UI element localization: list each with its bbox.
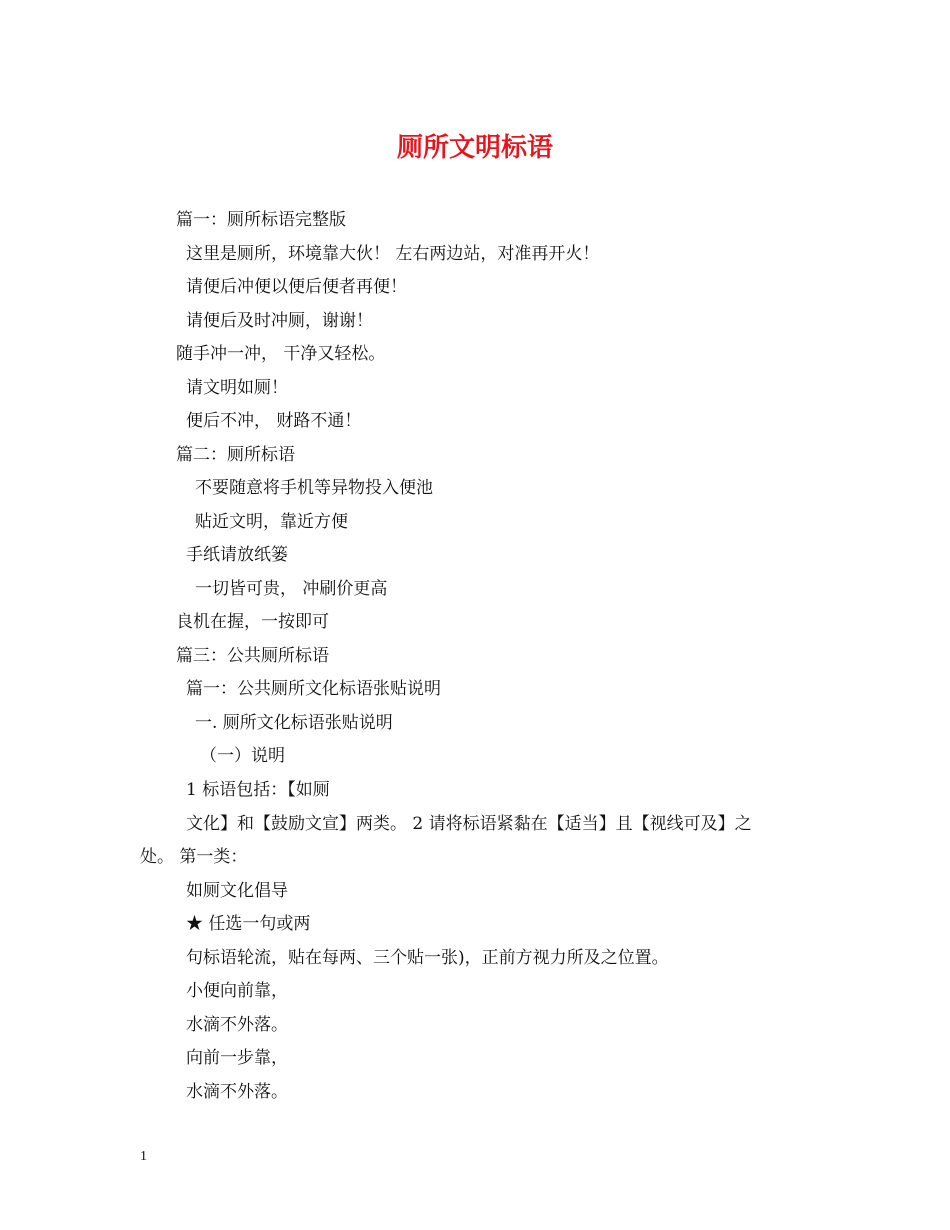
text-line-21: 如厕文化倡导 <box>186 881 288 901</box>
text-line-7: 便后不冲， 财路不通！ <box>186 411 362 431</box>
document-title: 厕所文明标语 <box>396 133 553 163</box>
text-line-11: 手纸请放纸篓 <box>186 545 288 565</box>
text-line-20: 处。 第一类： <box>140 847 248 867</box>
text-line-26: 向前一步靠， <box>186 1048 288 1068</box>
text-line-14: 篇三：公共厕所标语 <box>176 646 329 666</box>
text-line-17: （一）说明 <box>200 746 285 766</box>
page-number: 1 <box>140 1149 147 1164</box>
text-line-16: 一. 厕所文化标语张贴说明 <box>195 713 393 733</box>
text-line-8: 篇二：厕所标语 <box>176 445 295 465</box>
text-line-12: 一切皆可贵， 冲刷价更高 <box>195 579 388 599</box>
text-line-9: 不要随意将手机等异物投入便池 <box>195 478 433 498</box>
text-line-25: 水滴不外落。 <box>186 1015 288 1035</box>
text-line-27: 水滴不外落。 <box>186 1082 288 1102</box>
text-line-23: 句标语轮流，贴在每两、三个贴一张)，正前方视力所及之位置。 <box>186 948 669 968</box>
text-line-24: 小便向前靠， <box>186 981 288 1001</box>
text-line-13: 良机在握，一按即可 <box>176 612 329 632</box>
text-line-6: 请文明如厕！ <box>186 378 288 398</box>
text-line-2: 这里是厕所，环境靠大伙！ 左右两边站，对准再开火！ <box>186 244 600 264</box>
text-line-3: 请便后冲便以便后便者再便！ <box>186 277 407 297</box>
text-line-18: 1 标语包括：【如厕 <box>186 780 330 800</box>
text-line-19: 文化】和【鼓励文宣】两类。 2 请将标语紧黏在【适当】且【视线可及】之 <box>186 814 752 834</box>
text-line-5: 随手冲一冲， 干净又轻松。 <box>176 344 386 364</box>
text-line-22: ★ 任选一句或两 <box>186 914 311 934</box>
text-line-15: 篇一：公共厕所文化标语张贴说明 <box>186 679 441 699</box>
text-line-4: 请便后及时冲厕，谢谢！ <box>186 311 373 331</box>
text-line-10: 贴近文明，靠近方便 <box>195 512 348 532</box>
text-line-1: 篇一：厕所标语完整版 <box>176 210 346 230</box>
